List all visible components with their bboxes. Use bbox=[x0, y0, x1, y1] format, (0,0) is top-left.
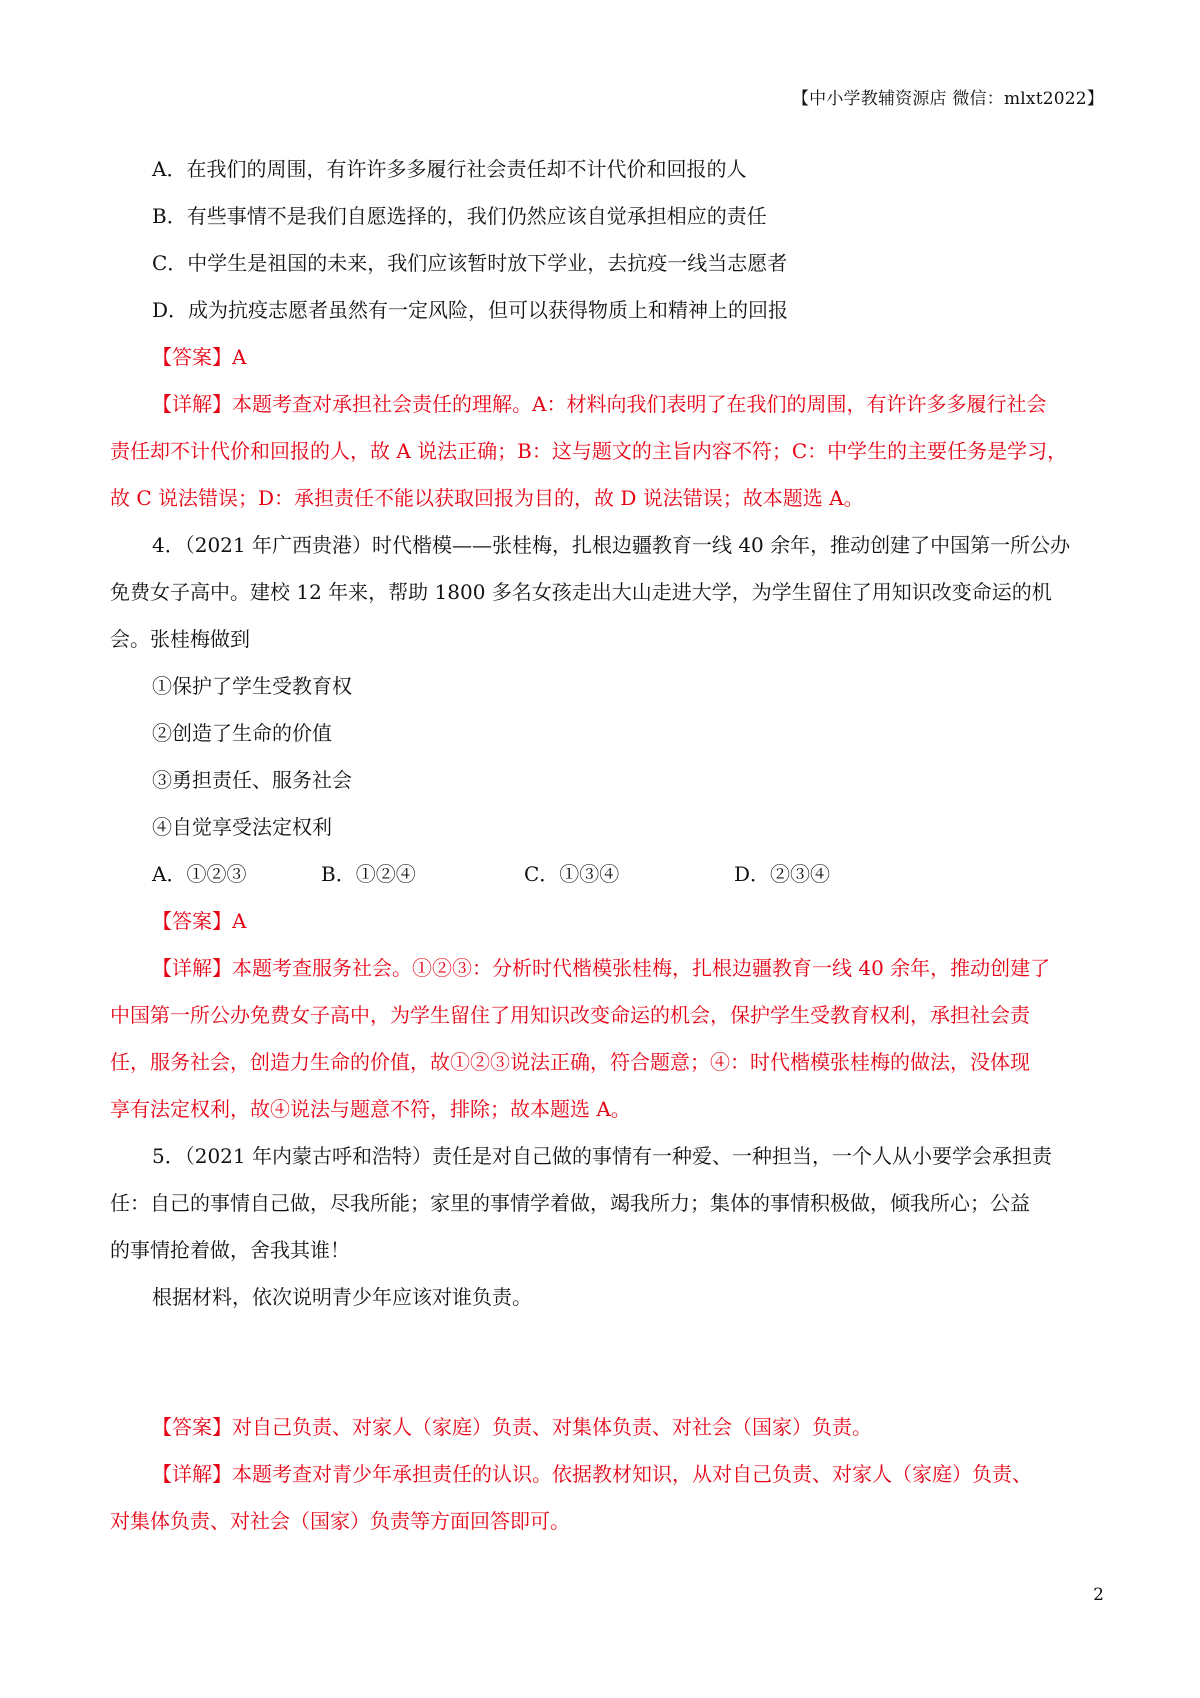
answer-space bbox=[110, 1368, 1100, 1404]
q3-option-b: B．有些事情不是我们自愿选择的，我们仍然应该自觉承担相应的责任 bbox=[152, 204, 767, 228]
page-content bbox=[110, 146, 1100, 1545]
page-header: 【中小学教辅资源店 微信：mlxt2022】 bbox=[791, 89, 1104, 109]
q4-stem-line: 4．（2021 年广西贵港）时代楷模——张桂梅，扎根边疆教育一线 40 余年，推动创建了中国第一所公办 bbox=[152, 533, 1071, 557]
q4-stem-line: 免费女子高中。建校 12 年来，帮助 1800 多名女孩走出大山走进大学，为学生留住了用知识改变命运的机 bbox=[110, 580, 1052, 604]
q5-stem-line: 任：自己的事情自己做，尽我所能；家里的事情学着做，竭我所力；集体的事情积极做，倾我所心；公益 bbox=[110, 1191, 1030, 1215]
q5-stem-line: 的事情抢着做，舍我其谁！ bbox=[110, 1238, 350, 1262]
q4-detail-line: 中国第一所公办免费女子高中，为学生留住了用知识改变命运的机会，保护学生受教育权利，承担社会责 bbox=[110, 1003, 1030, 1027]
q4-option-b: B．①②④ bbox=[321, 862, 416, 886]
q3-option-a: A．在我们的周围，有许许多多履行社会责任却不计代价和回报的人 bbox=[152, 157, 747, 181]
q3-answer: 【答案】A bbox=[152, 345, 247, 369]
q5-question: 根据材料，依次说明青少年应该对谁负责。 bbox=[152, 1285, 532, 1309]
q5-answer: 【答案】对自己负责、对家人（家庭）负责、对集体负责、对社会（国家）负责。 bbox=[152, 1415, 872, 1439]
q4-item-2: ②创造了生命的价值 bbox=[152, 721, 332, 745]
q5-detail-line: 对集体负责、对社会（国家）负责等方面回答即可。 bbox=[110, 1509, 570, 1533]
q4-option-a: A．①②③ bbox=[152, 862, 247, 886]
q3-option-c: C．中学生是祖国的未来，我们应该暂时放下学业，去抗疫一线当志愿者 bbox=[152, 251, 788, 275]
q5-detail-line: 【详解】本题考查对青少年承担责任的认识。依据教材知识，从对自己负责、对家人（家庭）负责、 bbox=[152, 1462, 1032, 1486]
q4-detail-line: 享有法定权利，故④说法与题意不符，排除；故本题选 A。 bbox=[110, 1097, 631, 1121]
q3-detail-line: 故 C 说法错误；D：承担责任不能以获取回报为目的，故 D 说法错误；故本题选 A。 bbox=[110, 486, 864, 510]
q4-options-row bbox=[110, 851, 1100, 898]
q4-answer: 【答案】A bbox=[152, 909, 247, 933]
q4-stem-line: 会。张桂梅做到 bbox=[110, 627, 250, 651]
page-number: 2 bbox=[1093, 1585, 1104, 1605]
q3-option-d: D．成为抗疫志愿者虽然有一定风险，但可以获得物质上和精神上的回报 bbox=[152, 298, 789, 322]
answer-space bbox=[110, 1321, 1100, 1368]
q4-detail-line: 任，服务社会，创造力生命的价值，故①②③说法正确，符合题意；④：时代楷模张桂梅的做法，没体现 bbox=[110, 1050, 1030, 1074]
q5-stem-line: 5．（2021 年内蒙古呼和浩特）责任是对自己做的事情有一种爱、一种担当，一个人从小要学会承担责 bbox=[152, 1144, 1052, 1168]
q4-detail-line: 【详解】本题考查服务社会。①②③：分析时代楷模张桂梅，扎根边疆教育一线 40 余年，推动创建了 bbox=[152, 956, 1051, 980]
q3-detail-line: 【详解】本题考查对承担社会责任的理解。A：材料向我们表明了在我们的周围，有许许多多履行社会 bbox=[152, 392, 1047, 416]
q3-detail-line: 责任却不计代价和回报的人，故 A 说法正确；B：这与题文的主旨内容不符；C：中学生的主要任务是学习， bbox=[110, 439, 1068, 463]
q4-item-1: ①保护了学生受教育权 bbox=[152, 674, 352, 698]
q4-option-c: C．①③④ bbox=[524, 862, 620, 886]
q4-option-d: D．②③④ bbox=[734, 862, 831, 886]
q4-item-4: ④自觉享受法定权利 bbox=[152, 815, 332, 839]
q4-item-3: ③勇担责任、服务社会 bbox=[152, 768, 352, 792]
